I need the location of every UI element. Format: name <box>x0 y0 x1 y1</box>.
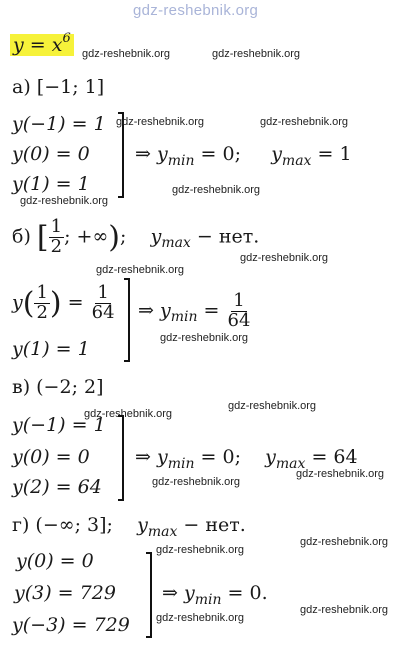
ymax-sub: max <box>147 524 178 540</box>
result-fraction <box>90 284 117 323</box>
ymax-value: = 1 <box>317 143 352 165</box>
y-symbol: y <box>12 291 23 314</box>
part-b-semicolon: ; <box>120 225 127 248</box>
watermark: gdz-reshebnik.org <box>96 264 185 276</box>
fraction-numerator: 1 <box>97 282 109 303</box>
watermark: gdz-reshebnik.org <box>296 468 385 480</box>
watermark: gdz-reshebnik.org <box>82 48 171 60</box>
ymax-sub: max <box>275 456 306 472</box>
fraction-denominator: 2 <box>50 235 63 257</box>
part-a-line-3: y(1) = 1 <box>12 173 90 195</box>
ymin-value: = 0. <box>227 582 268 604</box>
part-b-line-1: y( $\frac{1}{2}$ ) = $\frac{1}{64}$ <box>12 282 115 323</box>
watermark: gdz-reshebnik.org <box>160 332 249 344</box>
fraction-denominator: 64 <box>227 309 251 331</box>
fraction-numerator: 1 <box>36 282 48 303</box>
ymax-text: − нет. <box>183 514 246 536</box>
part-b-prefix: б) <box>12 225 31 248</box>
watermark: gdz-reshebnik.org <box>260 116 349 128</box>
part-b-interval-fraction <box>49 218 64 257</box>
watermark: gdz-reshebnik.org <box>172 184 261 196</box>
part-g-line-2: y(3) = 729 <box>14 582 116 604</box>
ymin-value: = 0; <box>200 143 241 165</box>
part-v-line-2: y(0) = 0 <box>12 446 90 468</box>
part-g-interval: г) (−∞; 3]; <box>12 514 113 536</box>
part-g-line-1: y(0) = 0 <box>16 550 94 572</box>
fraction-numerator: 1 <box>233 290 245 311</box>
fraction-denominator: 2 <box>36 301 48 323</box>
ymin-label: y <box>156 446 168 468</box>
watermark: gdz-reshebnik.org <box>20 195 109 207</box>
implies-symbol: ⇒ <box>135 143 151 165</box>
part-v-label: в) (−2; 2] <box>12 376 104 398</box>
function-title-text: y = x <box>13 34 63 56</box>
function-title <box>10 31 74 56</box>
ymin-sub: min <box>194 592 222 608</box>
watermark: gdz-reshebnik.org <box>300 604 389 616</box>
part-v-bracket <box>118 415 124 501</box>
part-v-line-3: y(2) = 64 <box>12 476 102 498</box>
ymin-value: = 0; <box>200 446 241 468</box>
fraction-denominator: 64 <box>91 301 115 323</box>
ymax-label: y <box>271 143 282 165</box>
line-fraction <box>34 284 49 323</box>
watermark: gdz-reshebnik.org <box>228 400 317 412</box>
ymin-label: y <box>183 582 195 604</box>
part-b-interval-rest: ; +∞ <box>64 225 109 248</box>
watermark: gdz-reshebnik.org <box>156 612 245 624</box>
watermark: gdz-reshebnik.org <box>300 536 389 548</box>
ymax-label: y <box>137 514 148 536</box>
ymin-sub: min <box>167 456 195 472</box>
ymin-sub: min <box>170 309 198 326</box>
watermark: gdz-reshebnik.org <box>116 116 205 128</box>
ymax-value: = 64 <box>311 446 358 468</box>
part-b-result <box>138 292 252 331</box>
function-power: 6 <box>62 31 71 46</box>
part-a-line-1: y(−1) = 1 <box>12 113 106 135</box>
part-a-line-2: y(0) = 0 <box>12 143 90 165</box>
part-v-line-1: y(−1) = 1 <box>12 414 106 436</box>
part-g-label <box>12 514 246 540</box>
ymin-fraction <box>226 292 253 331</box>
implies-symbol: ⇒ <box>162 582 178 604</box>
ymax-sub: max <box>281 153 312 169</box>
ymax-sub: max <box>161 235 191 252</box>
implies-symbol: ⇒ <box>135 446 151 468</box>
ymax-label: y <box>150 225 162 248</box>
ymin-label: y <box>156 143 168 165</box>
ymax-label: y <box>265 446 276 468</box>
watermark: gdz-reshebnik.org <box>84 408 173 420</box>
watermark: gdz-reshebnik.org <box>152 476 241 488</box>
ymin-label: y <box>159 299 171 322</box>
part-b-bracket <box>124 278 130 362</box>
part-g-line-3: y(−3) = 729 <box>12 614 130 636</box>
watermark: gdz-reshebnik.org <box>212 48 301 60</box>
ymin-sub: min <box>167 153 195 169</box>
part-b-line-2: y(1) = 1 <box>12 338 90 360</box>
fraction-numerator: 1 <box>50 216 63 237</box>
watermark: gdz-reshebnik.org <box>240 252 329 264</box>
watermark: gdz-reshebnik.org <box>156 544 245 556</box>
equals: = <box>203 299 220 322</box>
watermark-top: gdz-reshebnik.org <box>133 2 259 19</box>
implies-symbol: ⇒ <box>138 299 154 322</box>
equals: = <box>67 291 84 314</box>
part-a-result <box>135 143 352 169</box>
ymax-text: − нет. <box>196 225 260 248</box>
part-b-label: б) [ $\frac{1}{2}$ ; +∞); $y_{max}$ − нет. <box>12 216 260 257</box>
part-g-bracket <box>146 552 152 638</box>
part-v-result <box>135 446 358 472</box>
part-g-result <box>162 582 268 608</box>
part-a-label: а) [−1; 1] <box>12 76 105 98</box>
